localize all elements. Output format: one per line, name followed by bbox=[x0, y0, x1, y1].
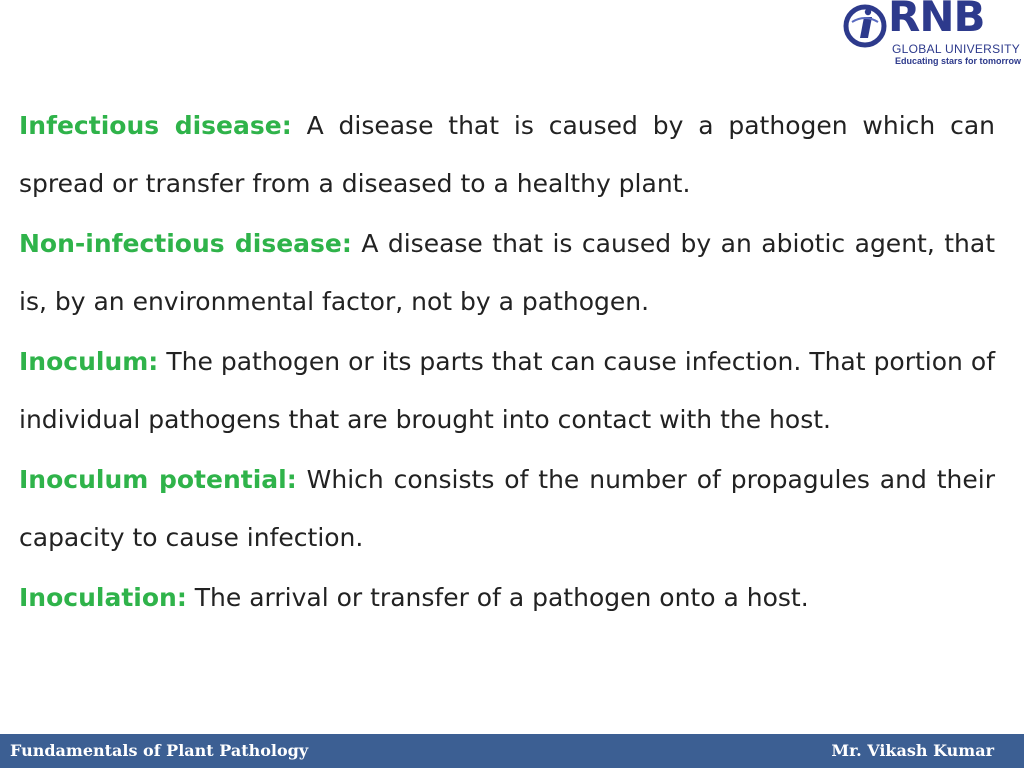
university-logo bbox=[840, 0, 1024, 72]
footer-course-title: Fundamentals of Plant Pathology bbox=[10, 741, 309, 760]
definition-text: The arrival or transfer of a pathogen onto a host. bbox=[186, 583, 809, 612]
definition-text: A disease that is caused by a pathogen which can spread or transfer from a diseased to a healthy plant. bbox=[19, 111, 995, 198]
definition-term: Infectious disease: bbox=[19, 111, 292, 140]
definition-term: Inoculum: bbox=[19, 347, 159, 376]
definition-term: Inoculum potential: bbox=[19, 465, 297, 494]
definition-term: Non-infectious disease: bbox=[19, 229, 352, 258]
definition-text: A disease that is caused by an abiotic agent, that is, by an environmental factor, not by a pathogen. bbox=[19, 229, 995, 316]
definitions-list bbox=[19, 97, 995, 629]
definition-text: The pathogen or its parts that can cause infection. That portion of individual pathogens that are brought into contact with the host. bbox=[19, 347, 995, 434]
logo-name: RNB bbox=[888, 0, 985, 41]
footer-author: Mr. Vikash Kumar bbox=[831, 741, 994, 760]
definition-item bbox=[19, 97, 995, 213]
definition-term: Inoculation: bbox=[19, 583, 187, 612]
definition-item bbox=[19, 333, 995, 449]
definition-item bbox=[19, 215, 995, 331]
footer-bar bbox=[0, 734, 1024, 768]
logo-tagline: Educating stars for tomorrow bbox=[895, 56, 1022, 66]
definition-item bbox=[19, 569, 995, 627]
definition-item bbox=[19, 451, 995, 567]
logo-subtitle: GLOBAL UNIVERSITY bbox=[892, 42, 1021, 56]
rnb-emblem-icon bbox=[842, 2, 888, 48]
definition-text: Which consists of the number of propagules and their capacity to cause infection. bbox=[19, 465, 995, 552]
